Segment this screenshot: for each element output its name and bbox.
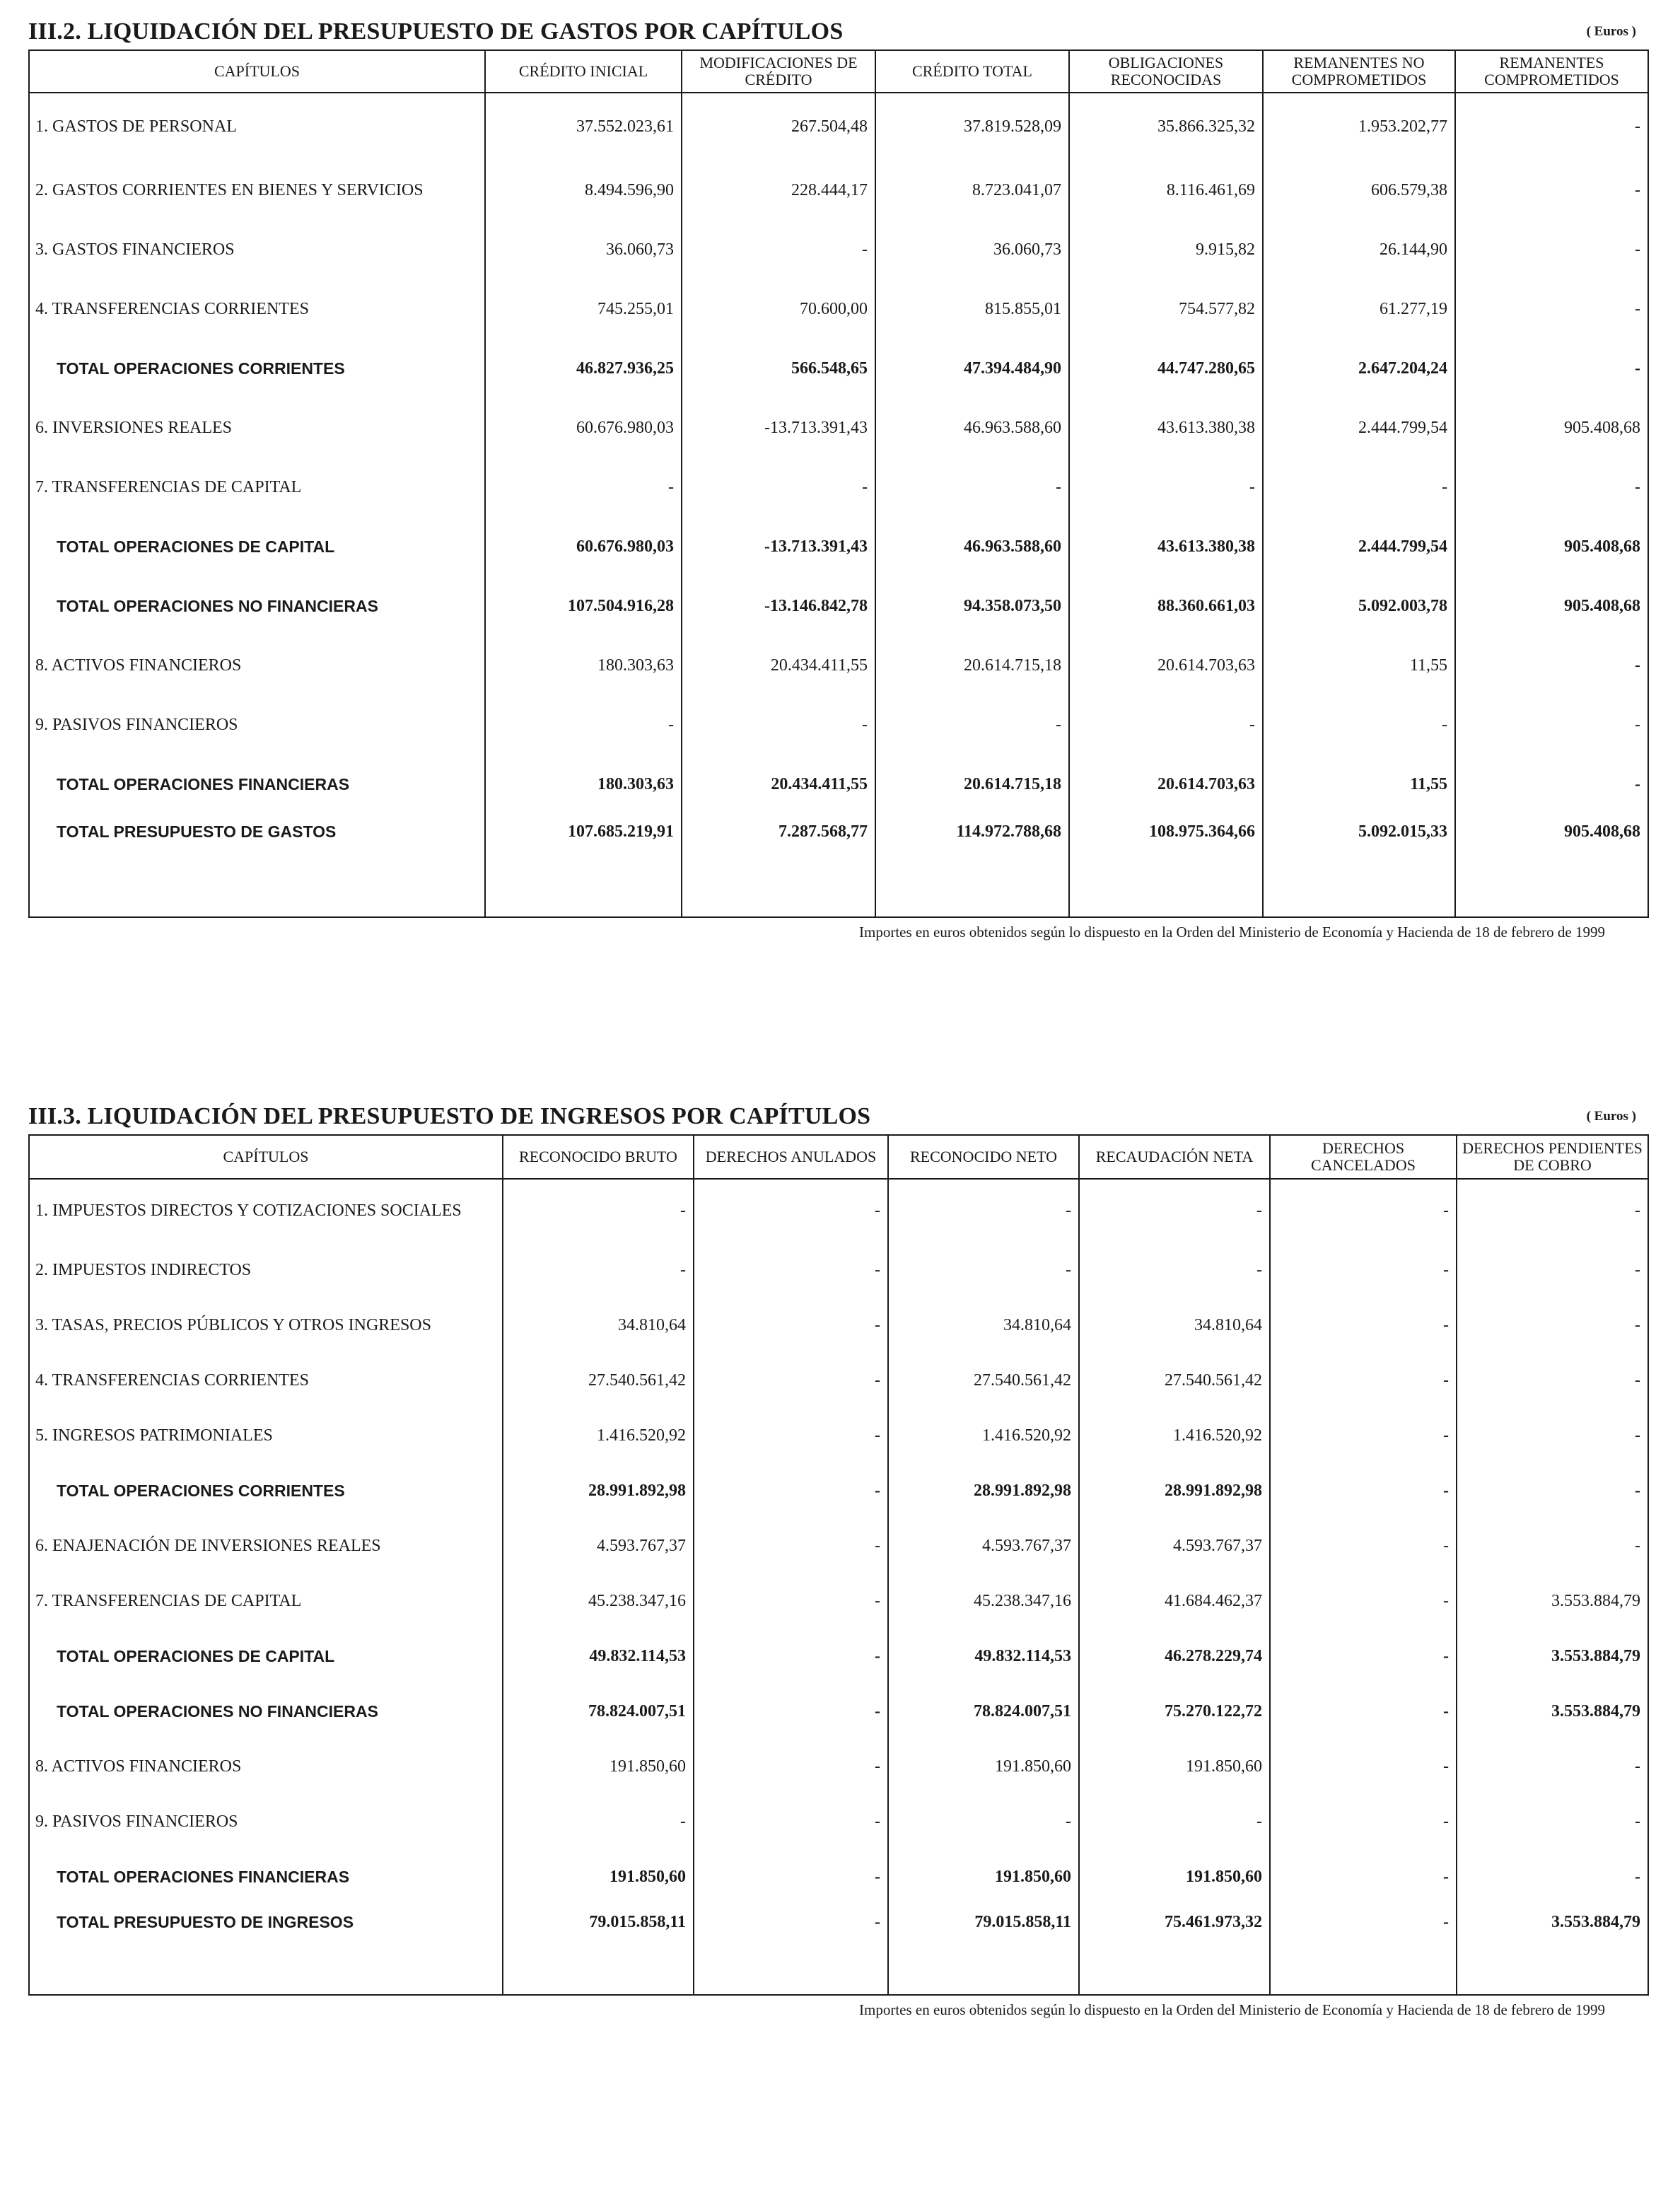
cell-value: -	[1455, 458, 1648, 517]
ingresos-footnote: Importes en euros obtenidos según lo dispuesto en la Orden del Ministerio de Economía y Hacienda de 18 de febrero de 1999	[859, 2001, 1605, 2018]
table-row	[29, 1242, 1648, 1298]
row-label: 9. PASIVOS FINANCIEROS	[29, 695, 485, 755]
cell-value: 191.850,60	[888, 1739, 1079, 1794]
row-label: 2. GASTOS CORRIENTES EN BIENES Y SERVICIOS	[29, 161, 485, 220]
cell-value: 3.553.884,79	[1457, 1629, 1648, 1684]
table-row	[29, 1353, 1648, 1408]
cell-value: -	[1457, 1794, 1648, 1849]
gastos-header-credito-total: CRÉDITO TOTAL	[875, 50, 1069, 93]
cell-value: 191.850,60	[888, 1849, 1079, 1904]
cell-value: 4.593.767,37	[503, 1518, 694, 1573]
cell-value: -	[1455, 636, 1648, 695]
cell-value: 3.553.884,79	[1457, 1573, 1648, 1629]
cell-value: -	[694, 1629, 888, 1684]
cell-value: 78.824.007,51	[888, 1684, 1079, 1739]
row-label: 7. TRANSFERENCIAS DE CAPITAL	[29, 458, 485, 517]
cell-value: 20.434.411,55	[682, 755, 875, 814]
cell-value: 20.614.715,18	[875, 755, 1069, 814]
cell-value: 4.593.767,37	[888, 1518, 1079, 1573]
table-row	[29, 1684, 1648, 1739]
cell-value: -	[694, 1353, 888, 1408]
cell-value: -	[1270, 1739, 1457, 1794]
ingresos-header-derechos-cancelados: DERECHOS CANCELADOS	[1270, 1135, 1457, 1179]
cell-value: -	[694, 1573, 888, 1629]
cell-value: 26.144,90	[1263, 220, 1455, 279]
cell-value: -	[1079, 1242, 1270, 1298]
cell-value: -	[888, 1794, 1079, 1849]
gastos-section	[28, 18, 1647, 952]
cell-value: 20.434.411,55	[682, 636, 875, 695]
ingresos-header-row	[29, 1135, 1648, 1179]
cell-value: -	[485, 695, 682, 755]
cell-value: -	[875, 458, 1069, 517]
row-label: TOTAL OPERACIONES DE CAPITAL	[29, 1629, 503, 1684]
table-row	[29, 576, 1648, 636]
cell-value: 27.540.561,42	[1079, 1353, 1270, 1408]
cell-value: -13.146.842,78	[682, 576, 875, 636]
cell-value: 1.416.520,92	[1079, 1408, 1270, 1463]
table-row	[29, 339, 1648, 398]
cell-value: 70.600,00	[682, 279, 875, 339]
cell-value: 2.647.204,24	[1263, 339, 1455, 398]
table-row	[29, 636, 1648, 695]
cell-value: 745.255,01	[485, 279, 682, 339]
ingresos-header-reconocido-bruto: RECONOCIDO BRUTO	[503, 1135, 694, 1179]
row-label: TOTAL OPERACIONES FINANCIERAS	[29, 755, 485, 814]
ingresos-header-derechos-pendientes: DERECHOS PENDIENTES DE COBRO	[1457, 1135, 1648, 1179]
row-label: TOTAL OPERACIONES NO FINANCIERAS	[29, 576, 485, 636]
cell-value: -	[1270, 1298, 1457, 1353]
cell-value: -	[1270, 1179, 1457, 1242]
row-label: 6. ENAJENACIÓN DE INVERSIONES REALES	[29, 1518, 503, 1573]
cell-value: 43.613.380,38	[1069, 398, 1263, 458]
cell-value: 49.832.114,53	[888, 1629, 1079, 1684]
table-row	[29, 220, 1648, 279]
table-row	[29, 695, 1648, 755]
cell-value: 3.553.884,79	[1457, 1904, 1648, 1995]
row-label: TOTAL OPERACIONES FINANCIERAS	[29, 1849, 503, 1904]
cell-value: 815.855,01	[875, 279, 1069, 339]
gastos-header-capitulos: CAPÍTULOS	[29, 50, 485, 93]
cell-value: 28.991.892,98	[888, 1463, 1079, 1518]
gastos-title: III.2. LIQUIDACIÓN DEL PRESUPUESTO DE GASTOS POR CAPÍTULOS	[28, 18, 844, 45]
cell-value: 45.238.347,16	[503, 1573, 694, 1629]
row-label: 5. INGRESOS PATRIMONIALES	[29, 1408, 503, 1463]
cell-value: 191.850,60	[1079, 1849, 1270, 1904]
gastos-header-row	[29, 50, 1648, 93]
cell-value: 1.416.520,92	[503, 1408, 694, 1463]
cell-value: -	[485, 458, 682, 517]
cell-value: 60.676.980,03	[485, 398, 682, 458]
cell-value: -	[682, 458, 875, 517]
cell-value: 75.270.122,72	[1079, 1684, 1270, 1739]
cell-value: -	[1457, 1739, 1648, 1794]
gastos-currency-label: ( Euros )	[1586, 24, 1636, 39]
cell-value: 180.303,63	[485, 636, 682, 695]
cell-value: 267.504,48	[682, 93, 875, 161]
cell-value: -	[1270, 1463, 1457, 1518]
cell-value: 8.723.041,07	[875, 161, 1069, 220]
table-row	[29, 1518, 1648, 1573]
cell-value: 5.092.003,78	[1263, 576, 1455, 636]
cell-value: -	[1457, 1463, 1648, 1518]
cell-value: -	[1455, 161, 1648, 220]
cell-value: 34.810,64	[503, 1298, 694, 1353]
cell-value: 1.953.202,77	[1263, 93, 1455, 161]
cell-value: -	[694, 1849, 888, 1904]
cell-value: 45.238.347,16	[888, 1573, 1079, 1629]
table-row	[29, 1408, 1648, 1463]
cell-value: 11,55	[1263, 755, 1455, 814]
cell-value: 2.444.799,54	[1263, 517, 1455, 576]
cell-value: -	[694, 1684, 888, 1739]
row-label: 1. IMPUESTOS DIRECTOS Y COTIZACIONES SOCIALES	[29, 1179, 503, 1242]
cell-value: 27.540.561,42	[503, 1353, 694, 1408]
cell-value: 47.394.484,90	[875, 339, 1069, 398]
cell-value: -	[1270, 1629, 1457, 1684]
gastos-header-credito-inicial: CRÉDITO INICIAL	[485, 50, 682, 93]
ingresos-currency-label: ( Euros )	[1586, 1109, 1636, 1124]
cell-value: 7.287.568,77	[682, 814, 875, 917]
cell-value: 88.360.661,03	[1069, 576, 1263, 636]
cell-value: 34.810,64	[888, 1298, 1079, 1353]
gastos-header-modificaciones: MODIFICACIONES DE CRÉDITO	[682, 50, 875, 93]
cell-value: -	[1069, 695, 1263, 755]
table-row	[29, 1179, 1648, 1242]
cell-value: 191.850,60	[503, 1849, 694, 1904]
gastos-header-remanentes-comprometidos: REMANENTES COMPROMETIDOS	[1455, 50, 1648, 93]
table-row	[29, 93, 1648, 161]
cell-value: -	[1457, 1518, 1648, 1573]
row-label: 3. TASAS, PRECIOS PÚBLICOS Y OTROS INGRESOS	[29, 1298, 503, 1353]
ingresos-header-derechos-anulados: DERECHOS ANULADOS	[694, 1135, 888, 1179]
cell-value: 1.416.520,92	[888, 1408, 1079, 1463]
cell-value: -	[694, 1463, 888, 1518]
cell-value: 905.408,68	[1455, 517, 1648, 576]
table-row	[29, 517, 1648, 576]
cell-value: -	[694, 1904, 888, 1995]
cell-value: 79.015.858,11	[503, 1904, 694, 1995]
cell-value: 8.494.596,90	[485, 161, 682, 220]
cell-value: -	[1455, 220, 1648, 279]
cell-value: 191.850,60	[503, 1739, 694, 1794]
cell-value: 78.824.007,51	[503, 1684, 694, 1739]
cell-value: -13.713.391,43	[682, 398, 875, 458]
row-label: 7. TRANSFERENCIAS DE CAPITAL	[29, 1573, 503, 1629]
cell-value: -	[888, 1179, 1079, 1242]
cell-value: 46.963.588,60	[875, 517, 1069, 576]
cell-value: -	[503, 1179, 694, 1242]
table-row	[29, 1849, 1648, 1904]
ingresos-table	[28, 1134, 1649, 1996]
cell-value: 44.747.280,65	[1069, 339, 1263, 398]
cell-value: -	[682, 220, 875, 279]
cell-value: -	[1455, 339, 1648, 398]
cell-value: 46.278.229,74	[1079, 1629, 1270, 1684]
row-label: 2. IMPUESTOS INDIRECTOS	[29, 1242, 503, 1298]
ingresos-header-capitulos: CAPÍTULOS	[29, 1135, 503, 1179]
cell-value: 905.408,68	[1455, 398, 1648, 458]
cell-value: -	[1457, 1353, 1648, 1408]
cell-value: 9.915,82	[1069, 220, 1263, 279]
row-label: 6. INVERSIONES REALES	[29, 398, 485, 458]
ingresos-header-reconocido-neto: RECONOCIDO NETO	[888, 1135, 1079, 1179]
cell-value: 566.548,65	[682, 339, 875, 398]
cell-value: -	[1270, 1242, 1457, 1298]
ingresos-section	[28, 1103, 1647, 2022]
table-row	[29, 1904, 1648, 1995]
cell-value: -	[694, 1179, 888, 1242]
cell-value: 60.676.980,03	[485, 517, 682, 576]
cell-value: 108.975.364,66	[1069, 814, 1263, 917]
cell-value: 905.408,68	[1455, 576, 1648, 636]
cell-value: 36.060,73	[485, 220, 682, 279]
cell-value: 4.593.767,37	[1079, 1518, 1270, 1573]
cell-value: 606.579,38	[1263, 161, 1455, 220]
cell-value: -	[694, 1518, 888, 1573]
row-label: 9. PASIVOS FINANCIEROS	[29, 1794, 503, 1849]
cell-value: -13.713.391,43	[682, 517, 875, 576]
cell-value: 46.827.936,25	[485, 339, 682, 398]
gastos-footnote: Importes en euros obtenidos según lo dispuesto en la Orden del Ministerio de Economía y Hacienda de 18 de febrero de 1999	[859, 924, 1605, 941]
cell-value: 41.684.462,37	[1079, 1573, 1270, 1629]
table-row	[29, 755, 1648, 814]
cell-value: -	[694, 1408, 888, 1463]
row-label: TOTAL OPERACIONES CORRIENTES	[29, 339, 485, 398]
cell-value: -	[1455, 695, 1648, 755]
table-row	[29, 814, 1648, 917]
row-label: TOTAL PRESUPUESTO DE GASTOS	[29, 814, 485, 917]
cell-value: -	[888, 1242, 1079, 1298]
cell-value: -	[1270, 1573, 1457, 1629]
cell-value: -	[1263, 458, 1455, 517]
cell-value: -	[1457, 1242, 1648, 1298]
cell-value: 20.614.715,18	[875, 636, 1069, 695]
cell-value: 228.444,17	[682, 161, 875, 220]
row-label: TOTAL OPERACIONES CORRIENTES	[29, 1463, 503, 1518]
gastos-header-obligaciones: OBLIGACIONES RECONOCIDAS	[1069, 50, 1263, 93]
row-label: TOTAL OPERACIONES DE CAPITAL	[29, 517, 485, 576]
cell-value: -	[875, 695, 1069, 755]
table-row	[29, 1739, 1648, 1794]
cell-value: -	[1457, 1298, 1648, 1353]
cell-value: -	[1455, 279, 1648, 339]
table-row	[29, 458, 1648, 517]
row-label: 8. ACTIVOS FINANCIEROS	[29, 1739, 503, 1794]
ingresos-header-recaudacion-neta: RECAUDACIÓN NETA	[1079, 1135, 1270, 1179]
cell-value: -	[682, 695, 875, 755]
cell-value: 107.504.916,28	[485, 576, 682, 636]
cell-value: -	[1079, 1179, 1270, 1242]
row-label: 4. TRANSFERENCIAS CORRIENTES	[29, 279, 485, 339]
cell-value: 36.060,73	[875, 220, 1069, 279]
cell-value: 114.972.788,68	[875, 814, 1069, 917]
row-label: 3. GASTOS FINANCIEROS	[29, 220, 485, 279]
cell-value: -	[1457, 1408, 1648, 1463]
cell-value: 2.444.799,54	[1263, 398, 1455, 458]
cell-value: -	[1270, 1518, 1457, 1573]
cell-value: 35.866.325,32	[1069, 93, 1263, 161]
table-row	[29, 1298, 1648, 1353]
table-row	[29, 279, 1648, 339]
row-label: TOTAL OPERACIONES NO FINANCIERAS	[29, 1684, 503, 1739]
table-row	[29, 1573, 1648, 1629]
cell-value: -	[1263, 695, 1455, 755]
cell-value: -	[503, 1242, 694, 1298]
cell-value: 20.614.703,63	[1069, 755, 1263, 814]
gastos-header-remanentes-no-comprometidos: REMANENTES NO COMPROMETIDOS	[1263, 50, 1455, 93]
cell-value: -	[694, 1298, 888, 1353]
cell-value: 27.540.561,42	[888, 1353, 1079, 1408]
gastos-table	[28, 50, 1649, 918]
cell-value: 28.991.892,98	[503, 1463, 694, 1518]
cell-value: 37.819.528,09	[875, 93, 1069, 161]
row-label: 1. GASTOS DE PERSONAL	[29, 93, 485, 161]
ingresos-title: III.3. LIQUIDACIÓN DEL PRESUPUESTO DE INGRESOS POR CAPÍTULOS	[28, 1103, 871, 1129]
cell-value: 43.613.380,38	[1069, 517, 1263, 576]
table-row	[29, 1794, 1648, 1849]
cell-value: 75.461.973,32	[1079, 1904, 1270, 1995]
cell-value: 905.408,68	[1455, 814, 1648, 917]
cell-value: 37.552.023,61	[485, 93, 682, 161]
cell-value: -	[1069, 458, 1263, 517]
table-row	[29, 398, 1648, 458]
table-row	[29, 1629, 1648, 1684]
cell-value: 46.963.588,60	[875, 398, 1069, 458]
cell-value: -	[1455, 93, 1648, 161]
cell-value: 754.577,82	[1069, 279, 1263, 339]
cell-value: 61.277,19	[1263, 279, 1455, 339]
cell-value: 11,55	[1263, 636, 1455, 695]
cell-value: -	[1270, 1794, 1457, 1849]
cell-value: -	[1079, 1794, 1270, 1849]
cell-value: -	[1270, 1849, 1457, 1904]
cell-value: -	[1270, 1408, 1457, 1463]
cell-value: 28.991.892,98	[1079, 1463, 1270, 1518]
cell-value: 79.015.858,11	[888, 1904, 1079, 1995]
cell-value: 8.116.461,69	[1069, 161, 1263, 220]
cell-value: 191.850,60	[1079, 1739, 1270, 1794]
cell-value: -	[694, 1739, 888, 1794]
cell-value: 5.092.015,33	[1263, 814, 1455, 917]
cell-value: -	[694, 1242, 888, 1298]
table-row	[29, 1463, 1648, 1518]
cell-value: -	[1270, 1353, 1457, 1408]
cell-value: 34.810,64	[1079, 1298, 1270, 1353]
table-row	[29, 161, 1648, 220]
cell-value: 94.358.073,50	[875, 576, 1069, 636]
cell-value: 20.614.703,63	[1069, 636, 1263, 695]
cell-value: -	[1270, 1904, 1457, 1995]
cell-value: -	[1270, 1684, 1457, 1739]
cell-value: 49.832.114,53	[503, 1629, 694, 1684]
cell-value: -	[1457, 1849, 1648, 1904]
cell-value: -	[503, 1794, 694, 1849]
cell-value: 107.685.219,91	[485, 814, 682, 917]
cell-value: -	[1457, 1179, 1648, 1242]
row-label: 8. ACTIVOS FINANCIEROS	[29, 636, 485, 695]
cell-value: -	[1455, 755, 1648, 814]
cell-value: -	[694, 1794, 888, 1849]
cell-value: 3.553.884,79	[1457, 1684, 1648, 1739]
row-label: 4. TRANSFERENCIAS CORRIENTES	[29, 1353, 503, 1408]
cell-value: 180.303,63	[485, 755, 682, 814]
row-label: TOTAL PRESUPUESTO DE INGRESOS	[29, 1904, 503, 1995]
